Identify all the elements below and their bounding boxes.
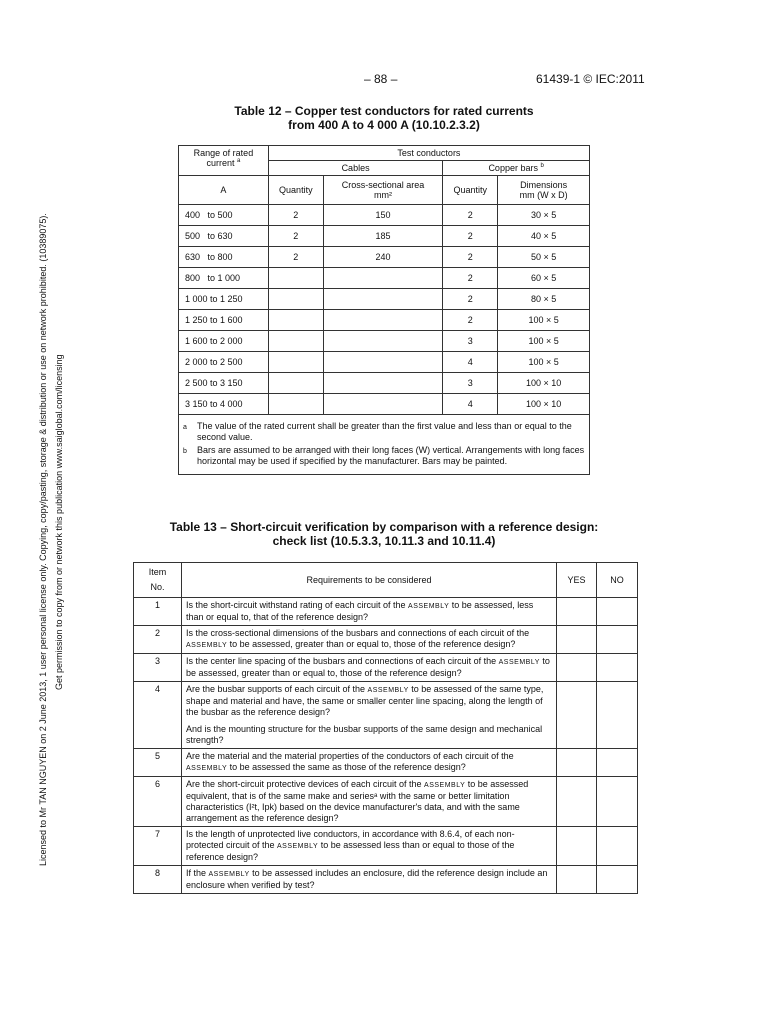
cell-cross-section	[323, 310, 443, 331]
header-range-mark: a	[237, 158, 241, 164]
table-row	[134, 626, 638, 654]
table-12	[178, 145, 590, 475]
item-number: 8	[134, 866, 182, 894]
requirement-text-end: to be assessed equivalent, that is of the same make and seriesᵃ with the same or better limitation characteristics (I²t, Ipk) based on the device manufacturer's data, and with the same arrangement as the reference design?	[185, 779, 529, 823]
cell-range: 500 to 630	[179, 226, 269, 247]
cell-range: 3 150 to 4 000	[179, 394, 269, 415]
cell-bar-quantity: 4	[443, 352, 498, 373]
table-row	[134, 749, 638, 777]
cell-dimensions: 100 × 10	[498, 373, 590, 394]
cell-cross-section	[323, 331, 443, 352]
standard-reference: 61439-1 © IEC:2011	[536, 72, 645, 86]
cell-cross-section	[323, 394, 443, 415]
cell-dimensions: 30 × 5	[498, 205, 590, 226]
cell-cross-section	[323, 268, 443, 289]
requirement-text	[181, 598, 556, 626]
requirement-text	[181, 682, 556, 749]
requirement-text-start: Are the material and the material properties of the conductors of each circuit of the	[185, 751, 514, 761]
no-cell	[597, 626, 638, 654]
table-13-caption	[130, 520, 638, 548]
table-12-caption-line1: Table 12 – Copper test conductors for rated currents	[234, 104, 534, 118]
cell-bar-quantity: 3	[443, 373, 498, 394]
cell-cable-quantity	[268, 268, 323, 289]
header-yes: YES	[557, 563, 597, 598]
cell-dimensions: 60 × 5	[498, 268, 590, 289]
requirement-text-start: Is the short-circuit withstand rating of each circuit of the	[185, 600, 409, 610]
cell-dimensions: 80 × 5	[498, 289, 590, 310]
table-row	[134, 682, 638, 749]
no-cell	[597, 682, 638, 749]
header-cross-section-unit: mm²	[374, 190, 393, 200]
cell-cross-section	[323, 373, 443, 394]
table-13-caption-line2: check list (10.5.3.3, 10.11.3 and 10.11.4)	[272, 534, 496, 548]
cell-range: 800 to 1 000	[179, 268, 269, 289]
requirement-text-start: If the	[185, 868, 209, 878]
cell-cross-section: 240	[323, 247, 443, 268]
yes-cell	[557, 777, 597, 827]
header-item: Item	[148, 567, 167, 577]
cell-bar-quantity: 2	[443, 205, 498, 226]
table-row	[179, 331, 590, 352]
table-row	[179, 289, 590, 310]
table-row	[134, 866, 638, 894]
requirement-paragraph	[186, 600, 552, 623]
yes-cell	[557, 682, 597, 749]
requirement-text	[181, 777, 556, 827]
header-dimensions-unit: mm (W x D)	[519, 190, 568, 200]
table-12-caption	[178, 104, 590, 132]
item-number: 1	[134, 598, 182, 626]
cell-cable-quantity: 2	[268, 247, 323, 268]
table-12-body	[179, 205, 590, 415]
assembly-term: ASSEMBLY	[276, 843, 319, 850]
footnote-text: Bars are assumed to be arranged with their long faces (W) vertical. Arrangements with long faces horizontal may be used if specified by the manufacturer. Bars may be painted.	[197, 445, 585, 466]
header-dimensions	[498, 176, 590, 205]
table-row	[179, 205, 590, 226]
no-cell	[597, 866, 638, 894]
header-cables: Cables	[268, 161, 442, 176]
yes-cell	[557, 866, 597, 894]
cell-cross-section: 185	[323, 226, 443, 247]
header-copper-bars	[443, 161, 590, 176]
header-range-unit: A	[179, 176, 269, 205]
license-permission: Get permission to copy from or network this publication www.saiglobal.com/licensing	[54, 354, 64, 690]
requirement-text-end: to be assessed, greater than or equal to, those of the reference design?	[227, 639, 516, 649]
cell-range: 630 to 800	[179, 247, 269, 268]
assembly-term: ASSEMBLY	[498, 659, 540, 666]
cell-bar-quantity: 4	[443, 394, 498, 415]
table-row	[179, 247, 590, 268]
cell-range: 1 250 to 1 600	[179, 310, 269, 331]
requirement-paragraph	[186, 779, 552, 824]
table-row	[134, 598, 638, 626]
header-cross-section	[323, 176, 443, 205]
page-number: – 88 –	[364, 72, 398, 86]
table-row	[134, 777, 638, 827]
requirement-paragraph	[186, 868, 552, 891]
header-no: No.	[150, 582, 165, 592]
cell-cable-quantity	[268, 352, 323, 373]
assembly-term: ASSEMBLY	[408, 603, 450, 610]
cell-range: 400 to 500	[179, 205, 269, 226]
yes-cell	[557, 749, 597, 777]
table-row	[179, 226, 590, 247]
cell-bar-quantity: 2	[443, 247, 498, 268]
yes-cell	[557, 654, 597, 682]
item-number: 3	[134, 654, 182, 682]
header-copper-bars-label: Copper bars	[488, 163, 538, 173]
footnote-mark: b	[183, 448, 187, 455]
no-cell	[597, 749, 638, 777]
header-cable-quantity: Quantity	[268, 176, 323, 205]
cell-cable-quantity	[268, 331, 323, 352]
cell-bar-quantity: 2	[443, 226, 498, 247]
table-13	[133, 562, 638, 894]
cell-dimensions: 100 × 5	[498, 352, 590, 373]
header-no-column: NO	[597, 563, 638, 598]
cell-cable-quantity	[268, 310, 323, 331]
header-cross-section-label: Cross-sectional area	[341, 180, 425, 190]
item-number: 4	[134, 682, 182, 749]
table-row	[179, 373, 590, 394]
requirement-text	[181, 827, 556, 866]
header-copper-bars-mark: b	[540, 163, 544, 169]
requirement-extra: And is the mounting structure for the busbar supports of the same design and mechanical strength?	[185, 724, 543, 745]
assembly-term: ASSEMBLY	[424, 782, 466, 789]
requirement-paragraph	[186, 684, 552, 718]
cell-cable-quantity: 2	[268, 226, 323, 247]
header-item-no	[134, 563, 182, 598]
assembly-term: ASSEMBLY	[185, 765, 228, 772]
requirement-text	[181, 654, 556, 682]
cell-bar-quantity: 3	[443, 331, 498, 352]
assembly-term: ASSEMBLY	[208, 871, 250, 878]
requirement-text-end: to be assessed, greater than or equal to, those of the reference design?	[185, 656, 550, 678]
cell-range: 1 600 to 2 000	[179, 331, 269, 352]
requirement-paragraph	[186, 628, 552, 651]
requirement-paragraph	[186, 656, 552, 679]
table-13-body	[134, 598, 638, 894]
requirement-text-end: to be assessed, less than or equal to, that of the reference design?	[185, 600, 534, 622]
requirement-text-start: Is the cross-sectional dimensions of the busbars and connections of each circuit of the	[185, 628, 530, 638]
footnote-text: The value of the rated current shall be greater than the first value and less than or equal to the second value.	[197, 421, 572, 442]
table-row	[134, 654, 638, 682]
license-notice: Licensed to Mr TAN NGUYEN on 2 June 2013, 1 user personal license only. Copying, copy/pasting, storage & distribution or use on network prohibited. (10389075).	[38, 213, 48, 866]
requirement-paragraph	[186, 751, 552, 774]
cell-bar-quantity: 2	[443, 310, 498, 331]
table-12-caption-line2: from 400 A to 4 000 A (10.10.2.3.2)	[288, 118, 480, 132]
requirement-text-start: Are the short-circuit protective devices of each circuit of the	[185, 779, 425, 789]
requirement-text	[181, 626, 556, 654]
cell-dimensions: 100 × 5	[498, 331, 590, 352]
cell-cross-section: 150	[323, 205, 443, 226]
requirement-text-end: to be assessed the same as those of the reference design?	[227, 762, 466, 772]
item-number: 7	[134, 827, 182, 866]
yes-cell	[557, 626, 597, 654]
footnote-mark: a	[183, 424, 187, 431]
table-row	[179, 268, 590, 289]
yes-cell	[557, 827, 597, 866]
cell-bar-quantity: 2	[443, 289, 498, 310]
cell-cable-quantity	[268, 373, 323, 394]
cell-cable-quantity: 2	[268, 205, 323, 226]
requirement-text-start: Is the center line spacing of the busbars and connections of each circuit of the	[185, 656, 499, 666]
requirement-text	[181, 749, 556, 777]
no-cell	[597, 777, 638, 827]
assembly-term: ASSEMBLY	[367, 687, 409, 694]
item-number: 6	[134, 777, 182, 827]
header-dimensions-label: Dimensions	[520, 180, 568, 190]
table-row	[134, 827, 638, 866]
yes-cell	[557, 598, 597, 626]
table-12-notes	[179, 415, 590, 475]
cell-dimensions: 50 × 5	[498, 247, 590, 268]
no-cell	[597, 598, 638, 626]
cell-dimensions: 40 × 5	[498, 226, 590, 247]
header-bar-quantity: Quantity	[443, 176, 498, 205]
table-row	[179, 394, 590, 415]
header-test-conductors: Test conductors	[268, 146, 589, 161]
cell-dimensions: 100 × 5	[498, 310, 590, 331]
cell-dimensions: 100 × 10	[498, 394, 590, 415]
requirement-text-start: Are the busbar supports of each circuit of the	[185, 684, 368, 694]
requirement-text-end: to be assessed of the same type, shape and material and have, the same or smaller center line spacing, along the length of the busbar as the reference design?	[185, 684, 544, 717]
footnote	[183, 421, 585, 443]
header-range-label: Range of rated current	[193, 148, 254, 168]
requirement-paragraph	[186, 829, 552, 863]
header-range	[179, 146, 269, 176]
table-row	[179, 352, 590, 373]
item-number: 2	[134, 626, 182, 654]
cell-cable-quantity	[268, 289, 323, 310]
item-number: 5	[134, 749, 182, 777]
footnote	[183, 445, 585, 467]
cell-cross-section	[323, 289, 443, 310]
no-cell	[597, 654, 638, 682]
header-requirements: Requirements to be considered	[181, 563, 556, 598]
cell-cross-section	[323, 352, 443, 373]
cell-bar-quantity: 2	[443, 268, 498, 289]
assembly-term: ASSEMBLY	[185, 642, 228, 649]
cell-range: 2 000 to 2 500	[179, 352, 269, 373]
requirement-text-end: to be assessed less than or equal to those of the reference design?	[185, 840, 515, 862]
cell-cable-quantity	[268, 394, 323, 415]
cell-range: 1 000 to 1 250	[179, 289, 269, 310]
table-row	[179, 310, 590, 331]
requirement-text-start: Is the length of unprotected live conductors, in accordance with 8.6.4, of each non-protected circuit of the	[185, 829, 515, 850]
cell-range: 2 500 to 3 150	[179, 373, 269, 394]
requirement-text	[181, 866, 556, 894]
no-cell	[597, 827, 638, 866]
table-13-caption-line1: Table 13 – Short-circuit verification by comparison with a reference design:	[169, 520, 599, 534]
requirement-text-end: to be assessed includes an enclosure, did the reference design include an enclosure when verified by test?	[185, 868, 548, 890]
